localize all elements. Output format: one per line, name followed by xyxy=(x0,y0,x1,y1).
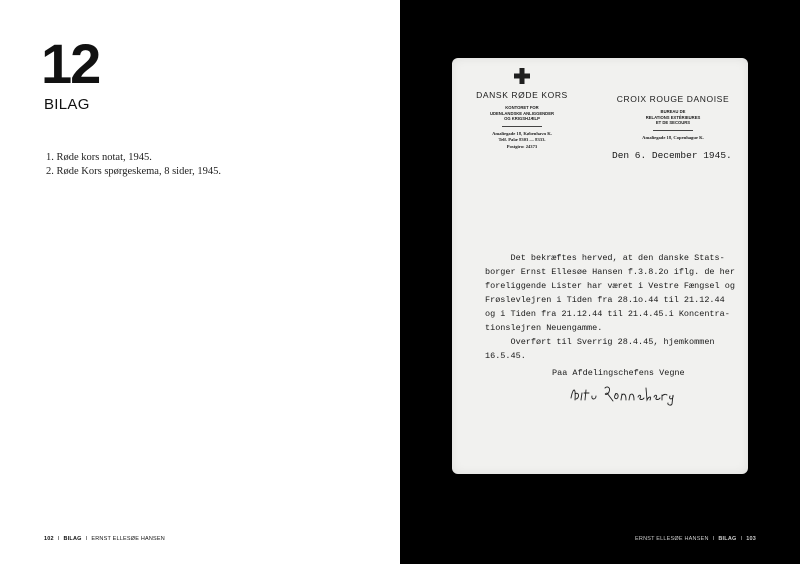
dept-line: BUREAU DE xyxy=(660,109,686,114)
dept-line: OG KRIGSHJÆLP xyxy=(504,116,540,121)
list-item: 1. Røde kors notat, 1945. xyxy=(46,152,152,163)
address-line: Postgiro: 24373 xyxy=(506,143,538,149)
footer-right: ERNST ELLESØE HANSEN I BILAG I 103 xyxy=(635,536,756,542)
dept-line: KONTORET FOR xyxy=(505,105,539,110)
scanned-document xyxy=(452,58,748,474)
body-line: tionslejren Neuengamme. xyxy=(485,323,603,333)
footer-author: ERNST ELLESØE HANSEN xyxy=(91,536,165,542)
footer-left: 102 I BILAG I ERNST ELLESØE HANSEN xyxy=(44,536,165,542)
page-number: 102 xyxy=(44,536,54,542)
org-name-fr: CROIX ROUGE DANOISE xyxy=(616,94,730,104)
signature xyxy=(567,382,687,406)
body-line: borger Ernst Ellesøe Hansen f.3.8.2o iflg. de her xyxy=(485,267,735,277)
footer-section: BILAG xyxy=(63,536,82,542)
dept-block xyxy=(457,105,587,122)
body-line: og i Tiden fra 21.12.44 til 21.4.45.i Koncentra- xyxy=(485,309,730,319)
dept-line: UDENLANDSKE ANLIGGENDER xyxy=(489,110,555,116)
footer-author: ERNST ELLESØE HANSEN xyxy=(635,536,709,542)
letterhead-left xyxy=(457,66,587,150)
body-line: Overført til Sverrig 28.4.45, hjemkommen xyxy=(485,337,715,347)
divider xyxy=(502,126,542,127)
address-line: Amaliegade 18, København K. xyxy=(492,130,552,136)
letter-date: Den 6. December 1945. xyxy=(612,150,732,161)
signature-caption: Paa Afdelingschefens Vegne xyxy=(552,368,685,378)
red-cross-icon xyxy=(512,66,532,86)
dept-line: ET DE SECOURS xyxy=(655,120,691,125)
appendix-list xyxy=(46,151,221,179)
letter-body xyxy=(485,251,748,363)
body-line: Frøslevlejren i Tiden fra 28.1o.44 til 21.12.44 xyxy=(485,295,725,305)
divider xyxy=(653,130,693,131)
address-line: Telf. Palæ 8303 — 8333. xyxy=(498,137,546,142)
chapter-title: BILAG xyxy=(44,96,90,113)
address-line: Amaliegade 18, Copenhague K. xyxy=(642,134,704,140)
list-item: 2. Røde Kors spørgeskema, 8 sider, 1945. xyxy=(46,166,221,177)
body-line: 16.5.45. xyxy=(485,351,526,361)
dept-block-fr xyxy=(608,109,738,126)
address-block xyxy=(457,131,587,151)
address-block-fr xyxy=(608,135,738,142)
dept-line: RELATIONS EXTÉRIEURES xyxy=(645,114,701,120)
right-page xyxy=(400,0,800,564)
footer-section: BILAG xyxy=(718,536,737,542)
chapter-number: 12 xyxy=(41,32,100,95)
org-name: DANSK RØDE KORS xyxy=(476,90,568,100)
letterhead-right xyxy=(608,66,738,141)
body-line: Det bekræftes herved, at den danske Stats- xyxy=(485,253,725,263)
body-line: foreliggende Lister har været i Vestre Fængsel og xyxy=(485,281,735,291)
page-number: 103 xyxy=(746,536,756,542)
